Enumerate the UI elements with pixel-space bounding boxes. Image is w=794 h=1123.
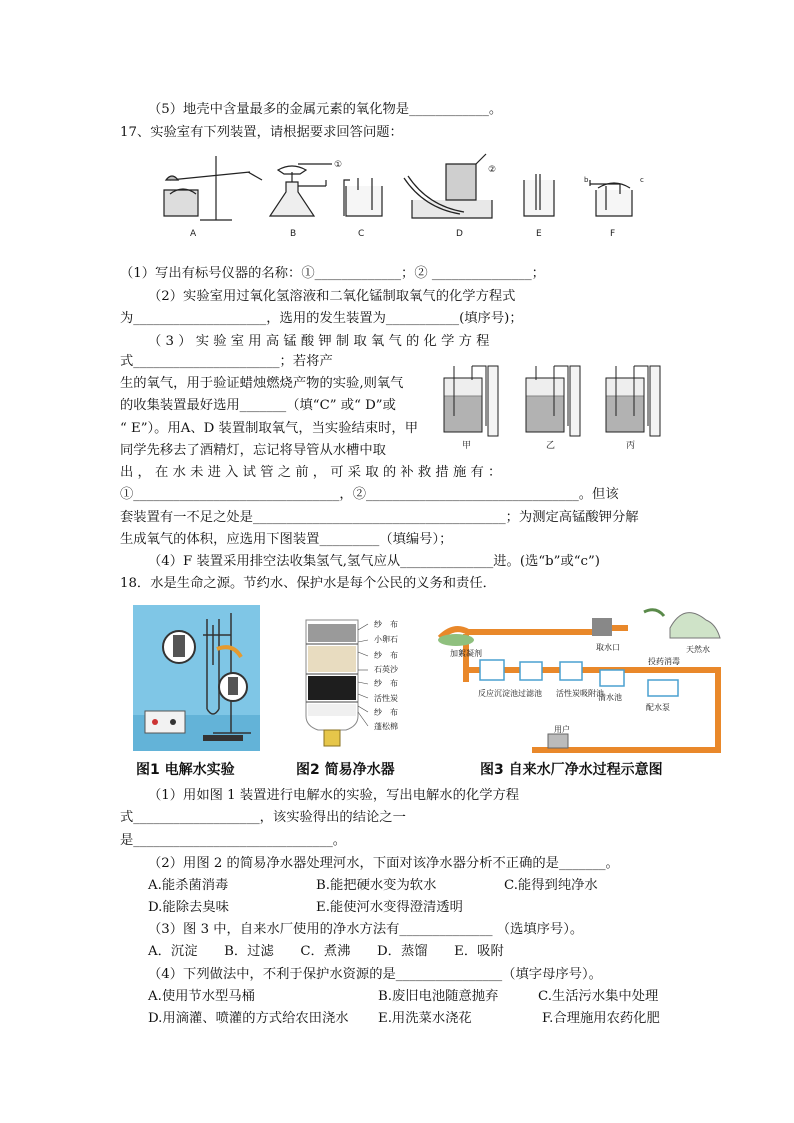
- layer-3: 石英沙: [374, 665, 398, 674]
- q18-3: （3）图 3 中，自来水厂使用的净水方法有______________ （选填序号）。: [148, 922, 584, 937]
- layer-0: 纱 布: [374, 620, 398, 629]
- q18-2-opt-e: E.能使河水变得澄清透明: [316, 900, 463, 915]
- label-user: 用户: [554, 725, 570, 734]
- apparatus-b: [270, 164, 332, 216]
- q18-title: 18．水是生命之源。节约水、保护水是每个公民的义务和责任．: [120, 576, 496, 591]
- label-e: E: [536, 229, 542, 239]
- setup-bing: [606, 366, 660, 436]
- q18-4-opt-d: D.用滴灌、喷灌的方式给农田浇水: [148, 1011, 349, 1026]
- q17-3f: 同学先移去了酒精灯，忘记将导管从水槽中取: [120, 443, 386, 458]
- gas-volume-figure: [438, 356, 672, 452]
- mark-2: ②: [488, 165, 497, 175]
- q18-1a: （1）用如图 1 装置进行电解水的实验，写出电解水的化学方程: [148, 788, 520, 803]
- label-tank1: 反应沉淀池: [478, 689, 518, 698]
- layer-1: 小卵石: [374, 635, 398, 644]
- q18-2: （2）用图 2 的简易净水器处理河水，下面对该净水器分析不正确的是_______。: [148, 856, 619, 871]
- q17-title: 17、实验室有下列装置，请根据要求回答问题：: [120, 125, 403, 140]
- q18-4-opt-f: F.合理施用农药化肥: [542, 1011, 660, 1026]
- q18-2-opt-b: B.能把硬水变为软水: [316, 878, 437, 893]
- q17-3a: （ 3 ） 实 验 室 用 高 锰 酸 钾 制 取 氧 气 的 化 学 方 程: [148, 334, 490, 349]
- label-jia: 甲: [462, 441, 472, 451]
- label-yi: 乙: [546, 441, 556, 451]
- layer-7: 蓬松棉: [374, 722, 398, 731]
- layer-6: 纱 布: [374, 708, 398, 717]
- q17-3g: 出 ， 在 水 未 进 入 试 管 之 前 ， 可 采 取 的 补 救 措 施 有 ：: [120, 465, 502, 480]
- label-disinfect: 投药消毒: [648, 657, 680, 666]
- q18-4-opt-e: E.用洗菜水浇花: [378, 1011, 472, 1026]
- q16-5: （5）地壳中含量最多的金属元素的氧化物是____________。: [148, 102, 503, 117]
- caption-fig3: 图3 自来水厂净水过程示意图: [480, 762, 663, 778]
- port-c: c: [640, 176, 644, 184]
- label-c: C: [358, 229, 365, 239]
- q18-4-opt-b: B.废旧电池随意抛弃: [378, 989, 499, 1004]
- label-d: D: [456, 229, 463, 239]
- mark-1: ①: [334, 160, 343, 170]
- layer-4: 纱 布: [374, 679, 398, 688]
- q17-2a: （2）实验室用过氧化氢溶液和二氧化锰制取氧气的化学方程式: [148, 289, 516, 304]
- label-add-coagulant: 加絮凝剂: [450, 649, 482, 658]
- port-b: b: [584, 176, 589, 184]
- q17-1: （1）写出有标号仪器的名称：①_____________；② _______________；: [120, 266, 545, 281]
- apparatus-c: [344, 178, 382, 216]
- q17-3i: 套装置有一不足之处是______________________________________；为测定高锰酸钾分解: [120, 510, 639, 525]
- q18-4-opt-c: C.生活污水集中处理: [538, 989, 659, 1004]
- label-f: F: [610, 229, 616, 239]
- water-filter-figure: [298, 612, 428, 752]
- q18-4-opt-a: A.使用节水型马桶: [148, 989, 255, 1004]
- label-bing: 丙: [626, 441, 636, 451]
- q17-3e: “ E”）。用A、D 装置制取氧气，当实验结束时，甲: [120, 421, 419, 436]
- label-intake: 取水口: [596, 643, 620, 652]
- caption-fig2: 图2 简易净水器: [296, 762, 395, 778]
- water-plant-figure: [430, 600, 722, 756]
- setup-yi: [526, 366, 580, 436]
- q18-1b: 式___________________，该实验得出的结论之一: [120, 810, 406, 825]
- q17-3b: 式______________________；若将产: [120, 354, 333, 369]
- setup-jia: [444, 366, 498, 436]
- q17-3j: 生成氧气的体积，应选用下图装置_________（填编号）；: [120, 532, 453, 547]
- q17-3h: ①_______________________________，②________________________________。但该: [120, 487, 619, 502]
- label-tank2: 过滤池: [518, 689, 542, 698]
- q18-2-opt-c: C.能得到纯净水: [504, 878, 598, 893]
- label-natural-water: 天然水: [686, 645, 710, 654]
- q17-3c: 生的氧气，用于验证蜡烛燃烧产物的实验,则氧气: [120, 376, 404, 391]
- layer-2: 纱 布: [374, 651, 398, 660]
- q18-3-options: A．沉淀 B．过滤 C．煮沸 D．蒸馏 E．吸附: [148, 944, 504, 959]
- q17-4: （4）F 装置采用排空法收集氢气,氢气应从______________进。(选“b”或“c”): [148, 554, 600, 569]
- apparatus-d: [404, 154, 492, 218]
- apparatus-e: [524, 174, 554, 216]
- q17-3d: 的收集装置最好选用_______（填“C” 或“ D”或: [120, 398, 396, 413]
- q18-4: （4）下列做法中，不利于保护水资源的是________________（填字母序号）。: [148, 967, 602, 982]
- q18-1c: 是______________________________。: [120, 833, 347, 848]
- label-b: B: [290, 229, 297, 239]
- label-a: A: [190, 229, 197, 239]
- layer-5: 活性炭: [374, 694, 398, 703]
- label-tank4: 清水池: [598, 693, 622, 702]
- apparatus-a: [164, 156, 262, 220]
- q17-2b: 为____________________，选用的发生装置为___________(填序号)；: [120, 311, 523, 326]
- caption-fig1: 图1 电解水实验: [136, 762, 235, 778]
- electrolysis-photo: [133, 605, 260, 751]
- apparatus-figure: [150, 150, 660, 242]
- apparatus-f: [590, 180, 632, 216]
- label-tank3: 活性炭吸附池: [556, 689, 604, 698]
- q18-2-opt-a: A.能杀菌消毒: [148, 878, 229, 893]
- q18-2-opt-d: D.能除去臭味: [148, 900, 229, 915]
- label-pump: 配水泵: [646, 703, 670, 712]
